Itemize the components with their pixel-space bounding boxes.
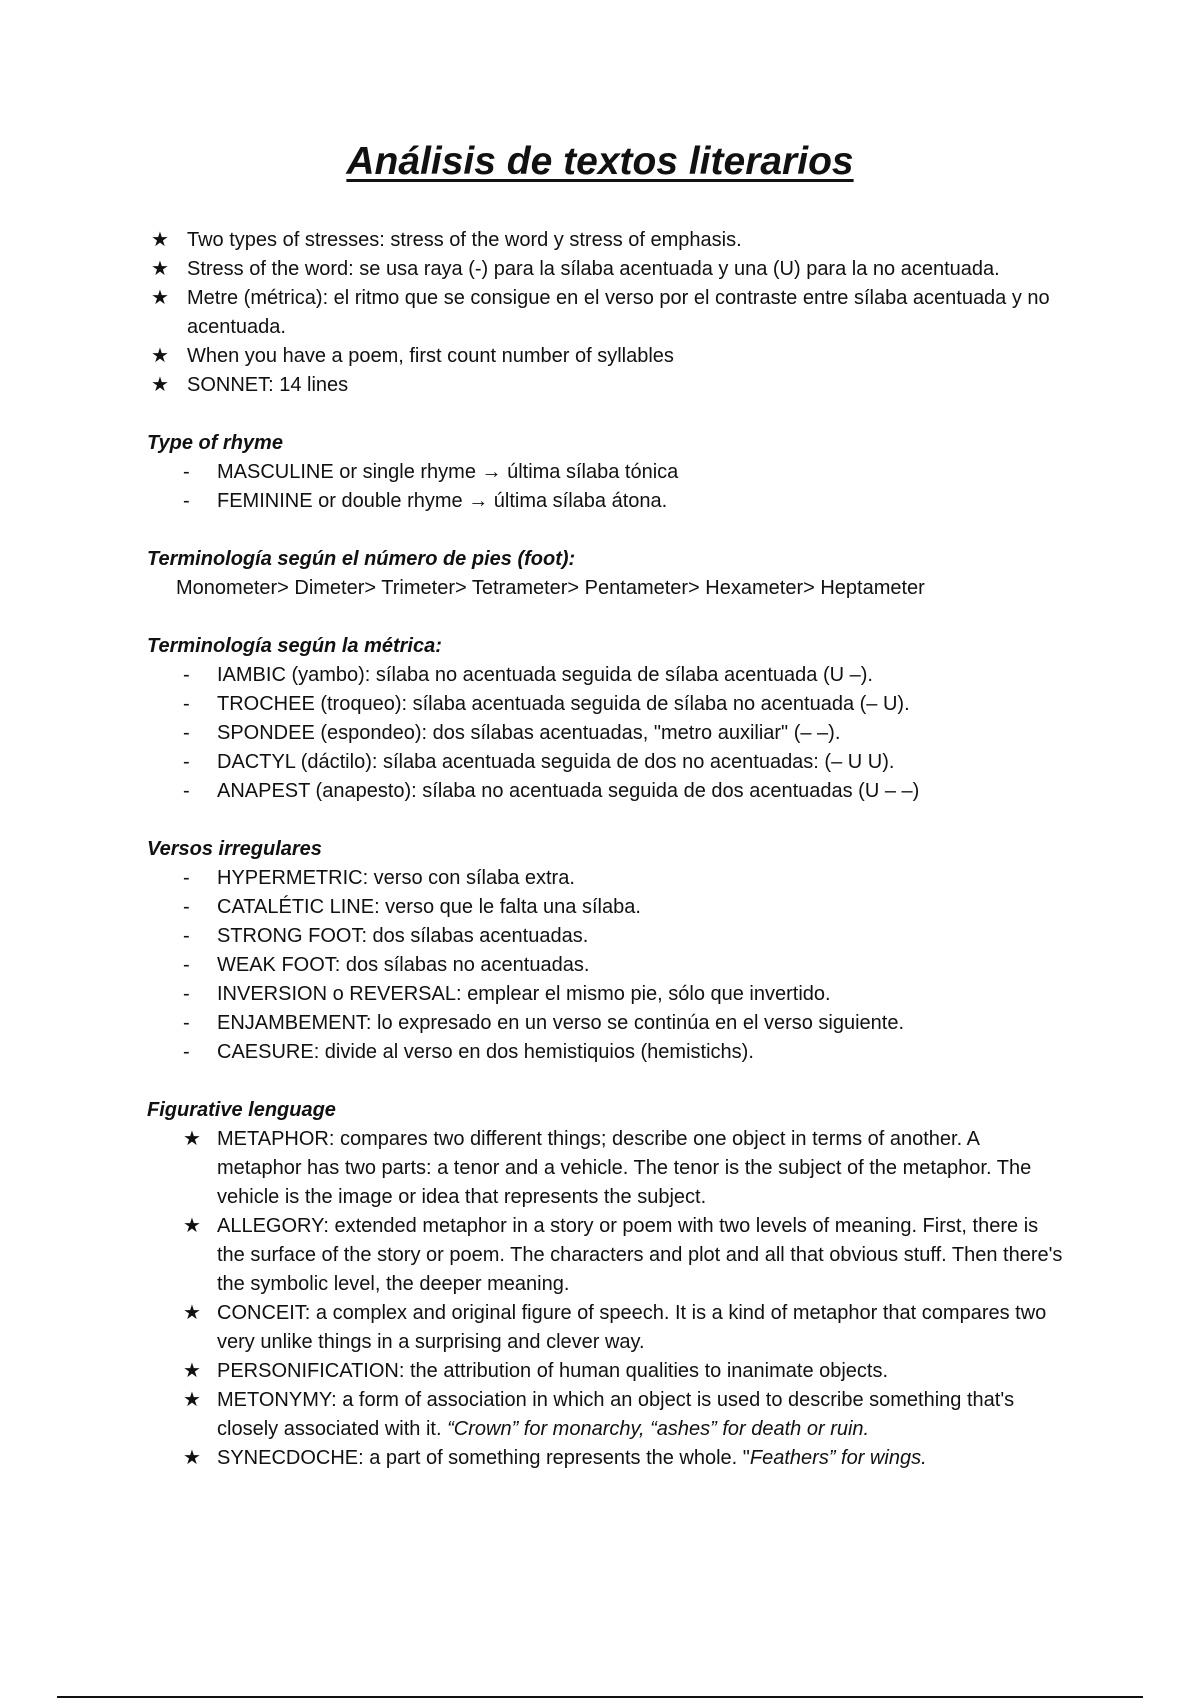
intro-list [147,226,1067,400]
list-item: - IAMBIC (yambo): sílaba no acentuada seguida de sílaba acentuada (U –). [147,661,1067,690]
metrics-heading: Terminología según la métrica: [147,635,442,657]
star-bullet-icon: ★ [151,258,169,280]
dash-bullet-icon: - [183,1041,190,1063]
list-item: - FEMININE or double rhyme → última sílaba átona. [147,487,1067,516]
star-bullet-icon: ★ [183,1215,201,1237]
metonymy-example: “Crown” for monarchy, “ashes” for death or ruin. [447,1418,870,1440]
star-bullet-icon: ★ [183,1447,201,1469]
list-item: ★ METONYMY: a form of association in which an object is used to describe something that's closely associated with it. “Crown” for monarchy, “ashes” for death or ruin. [147,1386,1067,1444]
list-item: - MASCULINE or single rhyme → última sílaba tónica [147,458,1067,487]
dash-bullet-icon: - [183,461,190,483]
rhyme-list [147,458,1067,516]
star-bullet-icon: ★ [151,345,169,367]
list-item: ★ SONNET: 14 lines [147,371,1067,400]
irregular-list [147,864,1067,1067]
list-item: ★ Metre (métrica): el ritmo que se consigue en el verso por el contraste entre sílaba acentuada y no acentuada. [147,284,1067,342]
list-item: ★ CONCEIT: a complex and original figure of speech. It is a kind of metaphor that compares two very unlike things in a surprising and clever way. [147,1299,1067,1357]
page-title: Análisis de textos literarios [346,140,854,183]
list-item: ★ ALLEGORY: extended metaphor in a story or poem with two levels of meaning. First, there is the surface of the story or poem. The characters and plot and all that obvious stuff. Then there's the symbolic level, the deeper meaning. [147,1212,1067,1299]
list-item: - DACTYL (dáctilo): sílaba acentuada seguida de dos no acentuadas: (– U U). [147,748,1067,777]
list-item: - WEAK FOOT: dos sílabas no acentuadas. [147,951,1067,980]
list-item: - ENJAMBEMENT: lo expresado en un verso se continúa en el verso siguiente. [147,1009,1067,1038]
star-bullet-icon: ★ [151,229,169,251]
dash-bullet-icon: - [183,664,190,686]
list-item: ★ SYNECDOCHE: a part of something represents the whole. "Feathers” for wings. [147,1444,1067,1473]
dash-bullet-icon: - [183,751,190,773]
bottom-divider [57,1696,1143,1698]
star-bullet-icon: ★ [183,1128,201,1150]
feet-terms-line: Monometer> Dimeter> Trimeter> Tetrameter> Pentameter> Hexameter> Heptameter [176,577,925,599]
list-item: ★ When you have a poem, first count number of syllables [147,342,1067,371]
star-bullet-icon: ★ [151,287,169,309]
figurative-heading: Figurative lenguage [147,1099,336,1121]
star-bullet-icon: ★ [183,1302,201,1324]
list-item: - CAESURE: divide al verso en dos hemistiquios (hemistichs). [147,1038,1067,1067]
list-item: - SPONDEE (espondeo): dos sílabas acentuadas, "metro auxiliar" (– –). [147,719,1067,748]
list-item: ★ Stress of the word: se usa raya (-) para la sílaba acentuada y una (U) para la no acentuada. [147,255,1067,284]
star-bullet-icon: ★ [183,1389,201,1411]
rhyme-heading: Type of rhyme [147,432,283,454]
feet-heading: Terminología según el número de pies (foot): [147,548,576,570]
dash-bullet-icon: - [183,867,190,889]
list-item: - HYPERMETRIC: verso con sílaba extra. [147,864,1067,893]
list-item: ★ METAPHOR: compares two different things; describe one object in terms of another. A metaphor has two parts: a tenor and a vehicle. The tenor is the subject of the metaphor. The vehicle is the image or idea that represents the subject. [147,1125,1067,1212]
list-item: - INVERSION o REVERSAL: emplear el mismo pie, sólo que invertido. [147,980,1067,1009]
list-item: ★ Two types of stresses: stress of the word y stress of emphasis. [147,226,1067,255]
document-body [147,226,1067,1473]
irregular-heading: Versos irregulares [147,838,322,860]
figurative-list [147,1125,1067,1473]
synecdoche-example: Feathers” for wings. [749,1447,927,1469]
dash-bullet-icon: - [183,925,190,947]
dash-bullet-icon: - [183,490,190,512]
metrics-list [147,661,1067,806]
dash-bullet-icon: - [183,954,190,976]
dash-bullet-icon: - [183,693,190,715]
dash-bullet-icon: - [183,1012,190,1034]
list-item: - STRONG FOOT: dos sílabas acentuadas. [147,922,1067,951]
list-item: - CATALÉTIC LINE: verso que le falta una sílaba. [147,893,1067,922]
dash-bullet-icon: - [183,896,190,918]
list-item: - TROCHEE (troqueo): sílaba acentuada seguida de sílaba no acentuada (– U). [147,690,1067,719]
list-item: - ANAPEST (anapesto): sílaba no acentuada seguida de dos acentuadas (U – –) [147,777,1067,806]
dash-bullet-icon: - [183,780,190,802]
dash-bullet-icon: - [183,722,190,744]
star-bullet-icon: ★ [183,1360,201,1382]
dash-bullet-icon: - [183,983,190,1005]
list-item: ★ PERSONIFICATION: the attribution of human qualities to inanimate objects. [147,1357,1067,1386]
star-bullet-icon: ★ [151,374,169,396]
